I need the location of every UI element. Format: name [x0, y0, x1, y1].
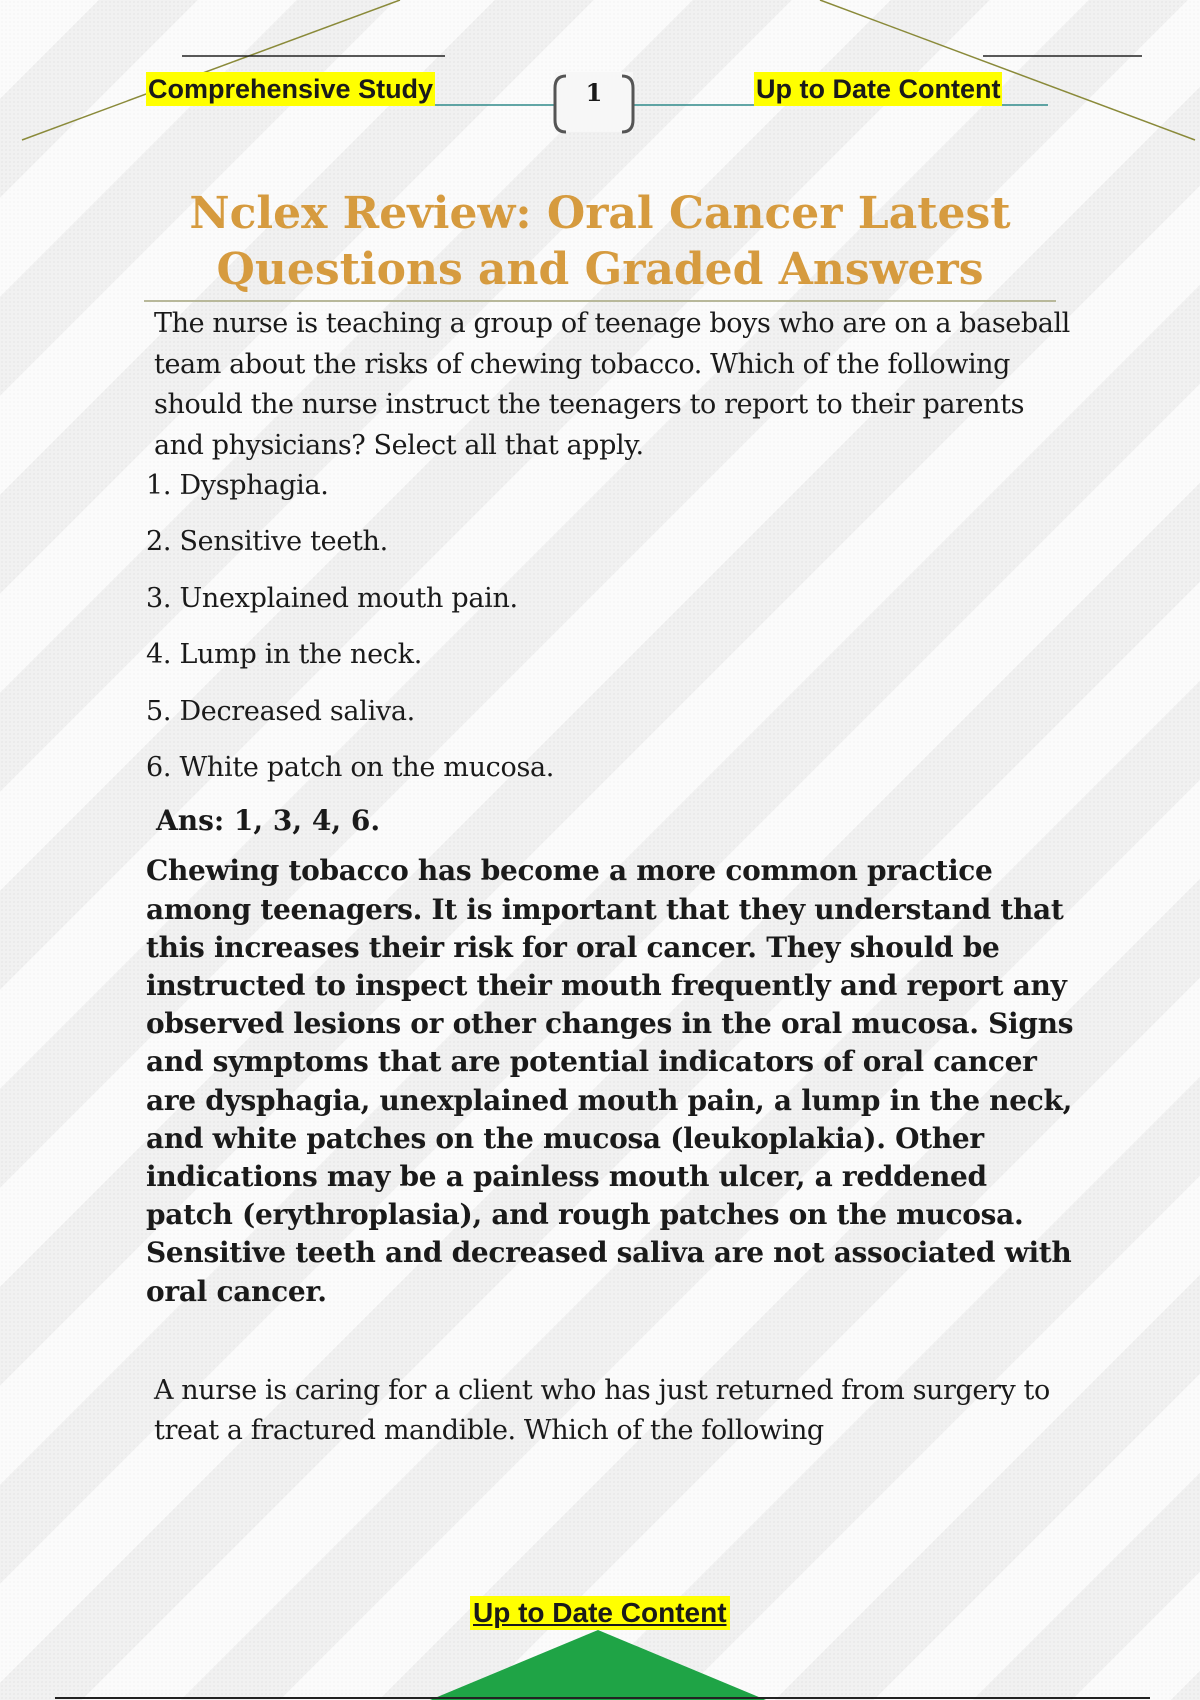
footer-label: Up to Date Content — [470, 1596, 730, 1630]
document-body — [146, 304, 1076, 1452]
header-right-label: Up to Date Content — [756, 74, 1001, 104]
header-left-label: Comprehensive Study — [148, 74, 434, 104]
footer-triangle — [430, 1630, 766, 1700]
question-2-stem: A nurse is caring for a client who has just returned from surgery to treat a fractured mandible. Which of the following — [154, 1374, 1050, 1447]
title-divider — [144, 300, 1056, 302]
question-1-answer: Ans: 1, 3, 4, 6. — [156, 804, 381, 838]
question-1-options — [146, 466, 1076, 788]
page-number: 1 — [585, 78, 603, 107]
option-6: 6. White patch on the mucosa. — [146, 751, 555, 783]
question-1-stem: The nurse is teaching a group of teenage boys who are on a baseball team about the risks of chewing tobacco. Which of the following should the nurse instruct the teenagers to report to their parents and physicians? Select all that apply. — [154, 308, 1070, 461]
option-4: 4. Lump in the neck. — [146, 639, 422, 671]
page-title: Nclex Review: Oral Cancer Latest Questions and Graded Answers — [189, 188, 1011, 295]
option-2: 2. Sensitive teeth. — [146, 526, 388, 558]
option-3: 3. Unexplained mouth pain. — [146, 582, 518, 614]
option-1: 1. Dysphagia. — [146, 470, 329, 501]
option-5: 5. Decreased saliva. — [146, 695, 415, 727]
question-1-rationale: Chewing tobacco has become a more common practice among teenagers. It is important that they understand that this increases their risk for oral cancer. They should be instructed to inspect their mouth frequently and report any observed lesions or other changes in the oral mucosa. Signs and symptoms that are potential indicators of oral cancer are dysphagia, unexplained mouth pain, a lump in the neck, and white patches on the mucosa (leukoplakia). Other indications may be a painless mouth ulcer, a reddened patch (erythroplasia), and rough patches on the mucosa. Sensitive teeth and decreased saliva are not associated with oral cancer. — [146, 854, 1074, 1308]
